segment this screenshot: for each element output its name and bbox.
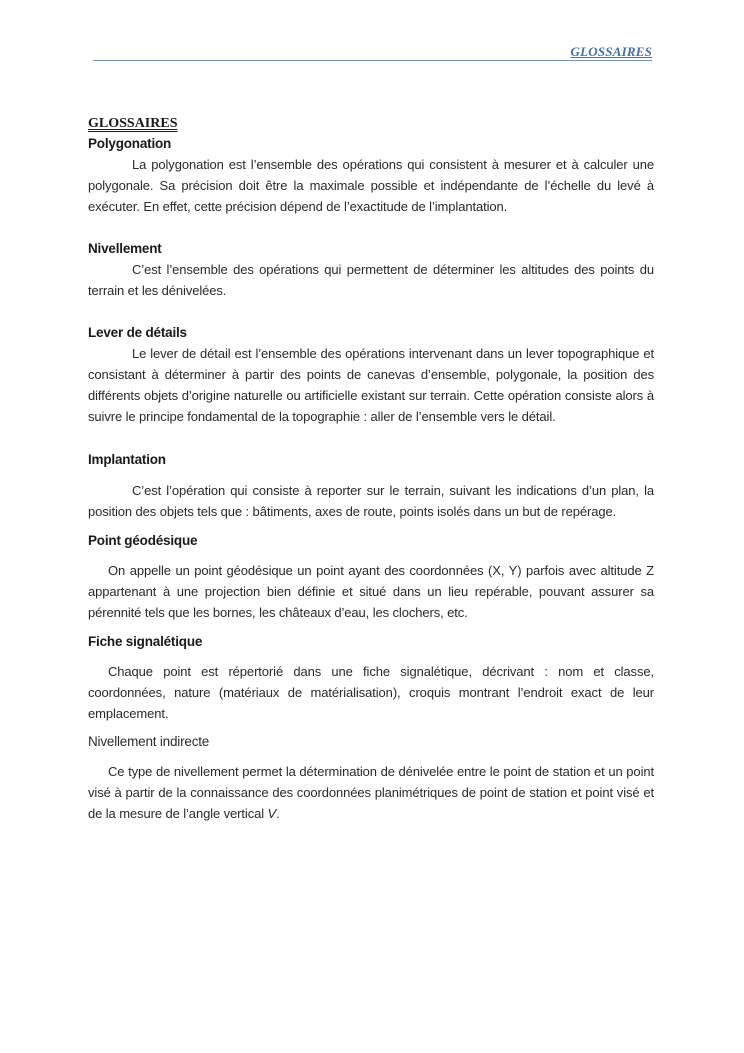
paragraph-end: . bbox=[276, 806, 280, 821]
section-nivellement-indirecte bbox=[88, 732, 654, 824]
document-body bbox=[88, 114, 654, 824]
section-paragraph bbox=[88, 761, 654, 824]
section-heading: Implantation bbox=[88, 452, 166, 467]
section-heading: Lever de détails bbox=[88, 325, 187, 340]
running-header-title: GLOSSAIRES bbox=[570, 44, 652, 59]
section-paragraph: Chaque point est répertorié dans une fiche signalétique, décrivant : nom et classe, coordonnées, nature (matériaux de matérialisation), croquis montrant l’endroit exact de leur emplacement. bbox=[88, 664, 654, 721]
section-heading: Nivellement bbox=[88, 241, 162, 256]
section-paragraph: C’est l’ensemble des opérations qui permettent de déterminer les altitudes des points du terrain et les dénivelées. bbox=[88, 262, 654, 298]
section-point-geodesique bbox=[88, 531, 654, 623]
section-heading: Fiche signalétique bbox=[88, 634, 203, 649]
section-heading: Polygonation bbox=[88, 136, 172, 151]
angle-variable: V bbox=[267, 806, 277, 821]
section-paragraph: Le lever de détail est l’ensemble des opérations intervenant dans un lever topographique et consistant à déterminer à partir des points de canevas d’ensemble, polygonale, la position des différents objets d’origine naturelle ou artificielle existant sur terrain. Cette opération consiste alors à suivre le principe fondamental de la topographie : aller de l’ensemble vers le détail. bbox=[88, 346, 654, 424]
section-heading: Nivellement indirecte bbox=[88, 734, 210, 749]
section-paragraph: On appelle un point géodésique un point ayant des coordonnées (X, Y) parfois avec altitude Z appartenant à une projection bien définie et situé dans un lieu repérable, pouvant assurer sa pérennité tels que les bornes, les châteaux d’eau, les clochers, etc. bbox=[88, 563, 654, 620]
section-implantation bbox=[88, 450, 654, 522]
section-paragraph: La polygonation est l’ensemble des opérations qui consistent à mesurer et à calculer une polygonale. Sa précision doit être la maximale possible et indépendante de l’échelle du levé à exécuter. En effet, cette précision dépend de l’exactitude de l’implantation. bbox=[88, 157, 654, 214]
section-lever-de-details bbox=[88, 323, 654, 427]
section-paragraph: C’est l’opération qui consiste à reporter sur le terrain, suivant les indications d’un plan, la position des objets tels que : bâtiments, axes de route, points isolés dans un but de repérage. bbox=[88, 483, 654, 519]
section-nivellement bbox=[88, 239, 654, 301]
running-header bbox=[93, 44, 652, 61]
paragraph-text: Ce type de nivellement permet la détermination de dénivelée entre le point de station et un point visé à partir de la connaissance des coordonnées planimétriques de point de station et point visé et de la mesure de l’angle vertical bbox=[88, 764, 654, 821]
section-fiche-signaletique bbox=[88, 632, 654, 724]
document-title: GLOSSAIRES bbox=[88, 116, 178, 131]
section-polygonation bbox=[88, 134, 654, 217]
section-heading: Point géodésique bbox=[88, 533, 198, 548]
